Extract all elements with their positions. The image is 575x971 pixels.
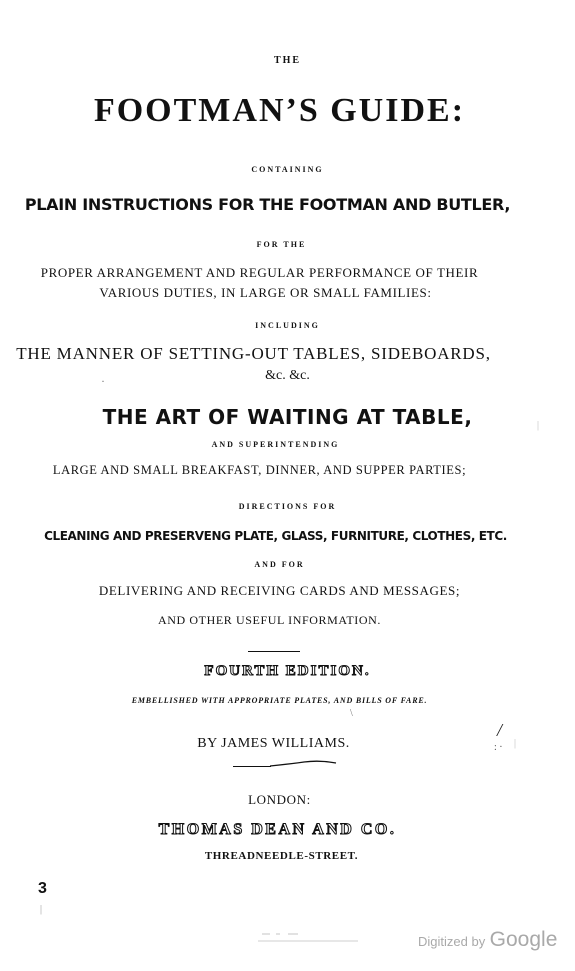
city-line: LONDON: (248, 793, 311, 806)
margin-edge-mark: | (537, 420, 540, 431)
directions-label: DIRECTIONS FOR (238, 503, 337, 511)
author-rule (233, 766, 271, 767)
delivering-line: DELIVERING AND RECEIVING CARDS AND MESSAGES; (98, 584, 461, 597)
the-heading: THE (273, 56, 302, 66)
google-logo-text: Google (489, 928, 558, 951)
manner-line-2: &c. &c. (265, 369, 310, 383)
stray-tick-mark: \ (350, 708, 353, 719)
google-watermark (418, 928, 568, 952)
cleaning-line: CLEANING AND PRESERVENG PLATE, GLASS, FURNITURE, CLOTHES, ETC. (44, 530, 507, 542)
publisher-line: THOMAS DEAN AND CO. (158, 822, 397, 838)
embellished-line: EMBELLISHED WITH APPROPRIATE PLATES, AND BILLS OF FARE. (131, 697, 428, 705)
flourish-ornament (270, 758, 338, 770)
main-title: FOOTMAN’S GUIDE: (93, 94, 466, 128)
arrangement-line-2: VARIOUS DUTIES, IN LARGE OR SMALL FAMILIES: (99, 286, 432, 299)
parties-line: LARGE AND SMALL BREAKFAST, DINNER, AND SUPPER PARTIES; (52, 464, 467, 477)
containing-label: CONTAINING (251, 166, 324, 174)
edition-line: FOURTH EDITION. (204, 664, 371, 679)
superintending-label: AND SUPERINTENDING (211, 441, 340, 449)
plain-instructions-line: PLAIN INSTRUCTIONS FOR THE FOOTMAN AND BUTLER, (24, 197, 511, 213)
margin-pen-mark: / (497, 720, 503, 740)
margin-dots-mark: : · (494, 742, 503, 753)
margin-small-tick: | (40, 904, 43, 915)
watermark-prefix: Digitized by (418, 934, 486, 949)
arrangement-line-1: PROPER ARRANGEMENT AND REGULAR PERFORMANCE OF THEIR (40, 266, 479, 279)
margin-edge-mark-2: | (514, 738, 517, 749)
for-the-label: FOR THE (256, 241, 307, 249)
margin-numeral: 3 (38, 880, 47, 897)
other-info-line: AND OTHER USEFUL INFORMATION. (158, 614, 381, 626)
stray-dot-mark: · (101, 374, 105, 388)
art-of-waiting-line: THE ART OF WAITING AT TABLE, (102, 407, 473, 427)
street-line: THREADNEEDLE-STREET. (204, 851, 359, 862)
and-for-label: AND FOR (254, 561, 305, 569)
faded-bottom-smudge (258, 930, 362, 944)
manner-line-1: THE MANNER OF SETTING-OUT TABLES, SIDEBOARDS, (16, 345, 491, 362)
author-line: BY JAMES WILLIAMS. (197, 737, 350, 751)
including-label: INCLUDING (255, 322, 320, 330)
divider-rule (248, 651, 300, 652)
